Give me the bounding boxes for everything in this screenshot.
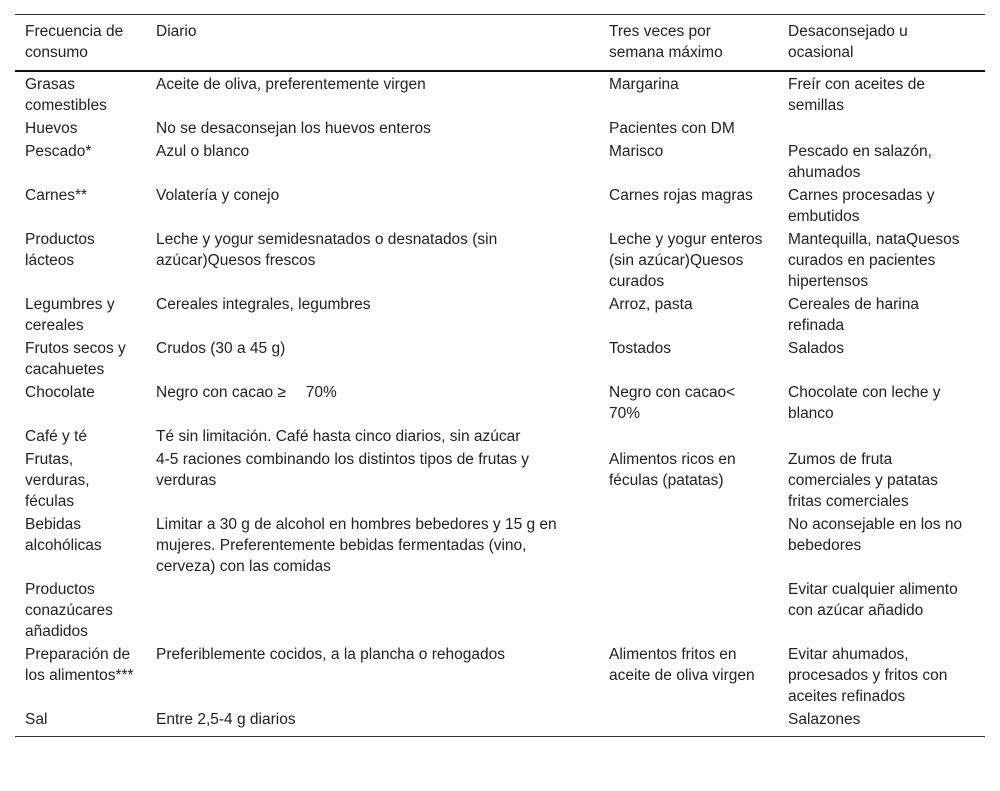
table-cell	[599, 425, 778, 448]
table-cell: Arroz, pasta	[609, 296, 693, 313]
table-row	[15, 425, 985, 448]
table-cell: Zumos de fruta comerciales y patatas fritas comerciales	[788, 451, 938, 510]
table-cell: Tostados	[609, 340, 672, 357]
table-cell: Salazones	[788, 711, 861, 728]
table-cell: Evitar cualquier alimento con azúcar añadido	[788, 581, 958, 619]
table-cell: Pescado en salazón, ahumados	[788, 143, 932, 181]
table-cell: Limitar a 30 g de alcohol en hombres bebedores y 15 g en mujeres. Preferentemente bebidas fermentadas (vino, cerveza) con las comidas	[156, 516, 557, 575]
table-cell: Mantequilla, nataQuesos curados en pacientes hipertensos	[788, 231, 960, 290]
table-row	[15, 513, 985, 578]
table-cell: Huevos	[25, 120, 78, 137]
table-cell	[599, 513, 778, 578]
table-cell: No aconsejable en los no bebedores	[788, 516, 963, 554]
table-cell: Sal	[25, 711, 48, 728]
table-cell: Cereales integrales, legumbres	[156, 296, 371, 313]
table-cell: Té sin limitación. Café hasta cinco diarios, sin azúcar	[156, 428, 521, 445]
table-cell: Leche y yogur enteros (sin azúcar)Quesos curados	[609, 231, 763, 290]
table-cell: Legumbres y cereales	[25, 296, 115, 334]
table-cell	[146, 578, 599, 643]
table-cell: Alimentos ricos en féculas (patatas)	[609, 451, 736, 489]
table-cell: 4-5 raciones combinando los distintos tipos de frutas y verduras	[156, 451, 530, 489]
table-cell: Carnes**	[25, 187, 88, 204]
table-cell: Carnes procesadas y embutidos	[788, 187, 935, 225]
table-cell: Salados	[788, 340, 845, 357]
table-row	[15, 140, 985, 184]
table-cell: Entre 2,5-4 g diarios	[156, 711, 296, 728]
table-cell: Frutas, verduras, féculas	[25, 451, 90, 510]
table-cell: Preparación de los alimentos***	[25, 646, 134, 684]
table-cell: Crudos (30 a 45 g)	[156, 340, 286, 357]
table-container	[15, 14, 985, 737]
header-row	[15, 15, 985, 72]
table-cell: Carnes rojas magras	[609, 187, 753, 204]
table-cell: Evitar ahumados, procesados y fritos con aceites refinados	[788, 646, 948, 705]
table-cell	[778, 425, 985, 448]
table-row	[15, 71, 985, 117]
header-cell: Tres veces por semana máximo	[609, 23, 723, 61]
table-cell: Pacientes con DM	[609, 120, 735, 137]
table-cell: Leche y yogur semidesnatados o desnatados (sin azúcar)Quesos frescos	[156, 231, 498, 269]
table-row	[15, 293, 985, 337]
table-cell: Alimentos fritos en aceite de oliva virgen	[609, 646, 755, 684]
table-cell: Productos conazúcares añadidos	[25, 581, 113, 640]
table-row	[15, 708, 985, 737]
table-cell	[778, 117, 985, 140]
table-row	[15, 184, 985, 228]
table-cell: Negro con cacao< 70%	[609, 384, 751, 422]
header-cell: Desaconsejado u ocasional	[788, 23, 908, 61]
header-cell: Diario	[156, 23, 197, 40]
table-cell: Café y té	[25, 428, 88, 445]
table-cell: Pescado*	[25, 143, 92, 160]
table-row	[15, 448, 985, 513]
table-row	[15, 643, 985, 708]
table-body	[15, 71, 985, 737]
table-row	[15, 381, 985, 425]
table-cell: Grasas comestibles	[25, 76, 107, 114]
table-row	[15, 117, 985, 140]
table-header	[15, 15, 985, 72]
table-cell	[599, 708, 778, 737]
table-cell: Frutos secos y cacahuetes	[25, 340, 126, 378]
table-cell: Marisco	[609, 143, 664, 160]
table-cell: Negro con cacao ≥ 70%	[156, 384, 337, 401]
table-cell: Chocolate con leche y blanco	[788, 384, 941, 422]
table-cell: Volatería y conejo	[156, 187, 280, 204]
table-cell: Productos lácteos	[25, 231, 95, 269]
food-frequency-table	[15, 14, 985, 737]
table-cell: Aceite de oliva, preferentemente virgen	[156, 76, 426, 93]
table-cell: Preferiblemente cocidos, a la plancha o rehogados	[156, 646, 505, 663]
table-cell: Bebidas alcohólicas	[25, 516, 102, 554]
table-row	[15, 578, 985, 643]
table-cell: No se desaconsejan los huevos enteros	[156, 120, 431, 137]
table-row	[15, 337, 985, 381]
header-cell: Frecuencia de consumo	[25, 23, 124, 61]
table-cell	[599, 578, 778, 643]
table-cell: Freír con aceites de semillas	[788, 76, 925, 114]
table-cell: Margarina	[609, 76, 679, 93]
table-row	[15, 228, 985, 293]
table-cell: Chocolate	[25, 384, 95, 401]
table-cell: Azul o blanco	[156, 143, 250, 160]
table-cell: Cereales de harina refinada	[788, 296, 919, 334]
